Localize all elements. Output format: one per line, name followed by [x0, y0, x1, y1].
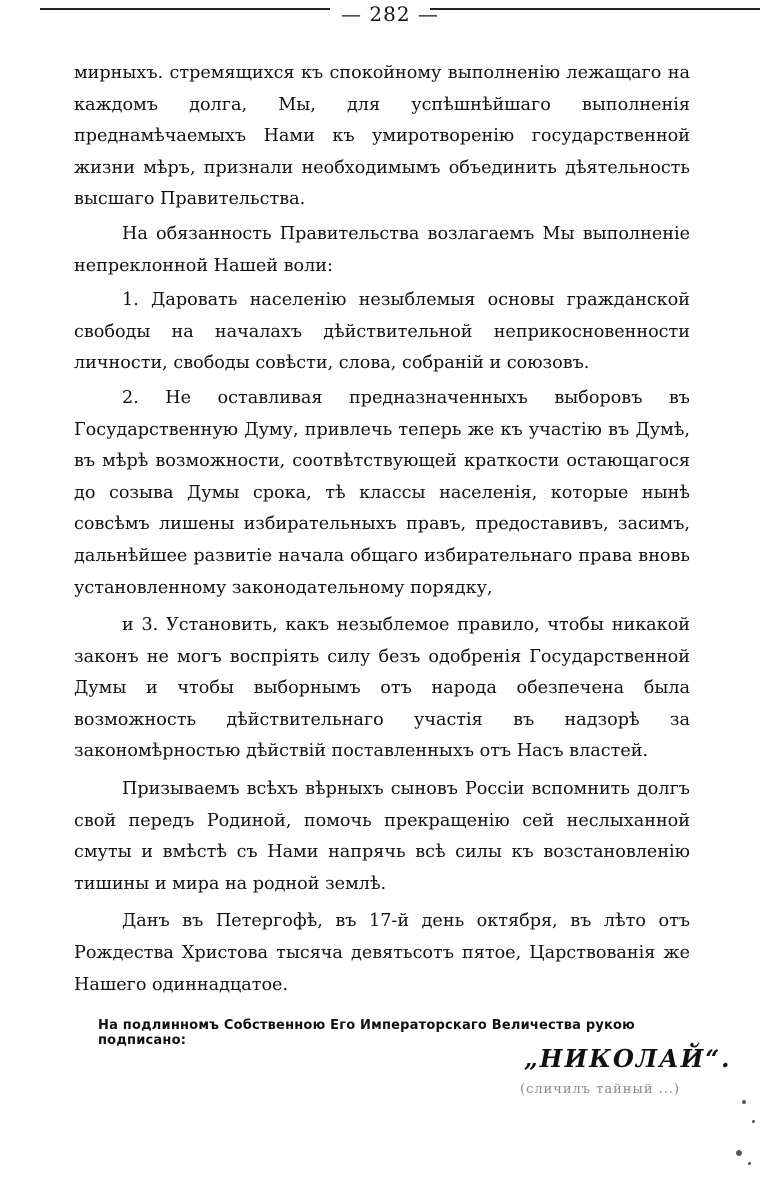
scan-speck — [736, 1150, 742, 1156]
signature-note: На подлинномъ Собственною Его Императорскаго Величества рукою подписано: — [98, 1018, 635, 1048]
paragraph-point-3: и 3. Установить, какъ незыблемое правило, чтобы никакой законъ не могъ воспріять силу безъ одобренія Государственной Думы и чтобы выборнымъ отъ народа обезпечена была возможность дѣйствительнаго участія въ надзорѣ за закономѣрностью дѣйствій поставленныхъ отъ Насъ властей. — [74, 615, 690, 762]
manifesto-text — [74, 58, 690, 1001]
faint-footer-line: (сличилъ тайный ...) — [520, 1082, 681, 1097]
paragraph-dating: Данъ въ Петергофѣ, въ 17-й день октября, въ лѣто отъ Рождества Христова тысяча девятьсотъ пятое, Царствованія же Нашего одиннадцатое. — [74, 911, 690, 995]
page-number: — 282 — — [341, 2, 439, 26]
paragraph-point-1: 1. Даровать населенію незыблемыя основы гражданской свободы на началахъ дѣйствительной неприкосновенности личности, свободы совѣсти, слова, собраній и союзовъ. — [74, 290, 690, 374]
paragraph-appeal: Призываемъ всѣхъ вѣрныхъ сыновъ Россіи вспомнить долгъ свой передъ Родиной, помочь прекращенію сей неслыханной смуты и вмѣстѣ съ Нами напрячь всѣ силы къ возстановленію тишины и мира на родной землѣ. — [74, 779, 690, 894]
paragraph-obligation: На обязанность Правительства возлагаемъ Мы выполненіе непреклонной Нашей воли: — [74, 223, 690, 276]
scan-speck — [742, 1100, 746, 1104]
paragraph-point-2: 2. Не оставливая предназначенныхъ выборовъ въ Государственную Думу, привлечь теперь же къ участію въ Думѣ, въ мѣрѣ возможности, соотвѣтствующей краткости остающагося до созыва Думы срока, тѣ классы населенія, которые нынѣ совсѣмъ лишены избирательныхъ правъ, предоставивъ, засимъ, дальнѣйшее развитіе начала общаго избирательнаго права вновь установленному законодательному порядку, — [74, 387, 690, 598]
signature-name: „НИКОЛАЙ“. — [524, 1044, 732, 1073]
scan-speck — [752, 1120, 755, 1123]
scan-speck — [748, 1162, 751, 1165]
paragraph-intro: мирныхъ. стремящихся къ спокойному выполненію лежащаго на каждомъ долга, Мы, для успѣшнѣйшаго выполненія преднамѣчаемыхъ Нами къ умиротворенію государственной жизни мѣръ, признали необходимымъ объединить дѣятельность высшаго Правительства. — [74, 63, 690, 210]
